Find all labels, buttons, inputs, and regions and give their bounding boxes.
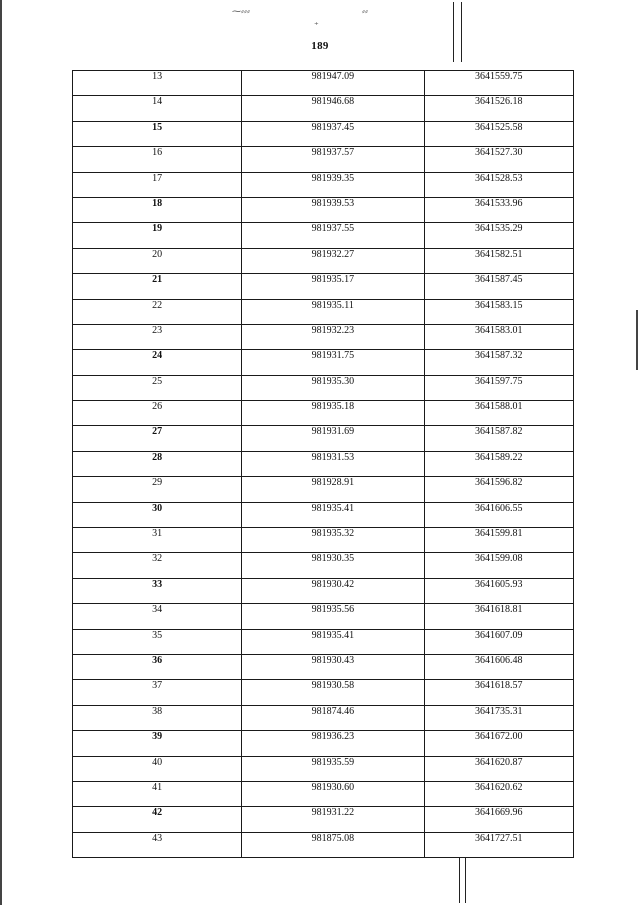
point-id-cell: 28 [73, 451, 242, 476]
point-id-cell: 19 [73, 223, 242, 248]
table-row [73, 248, 574, 273]
page-edge-left [0, 0, 2, 905]
x-coordinate-cell: 981930.58 [242, 680, 424, 705]
x-coordinate-cell: 981935.11 [242, 299, 424, 324]
y-coordinate-cell: 3641527.30 [424, 147, 574, 172]
table-row [73, 96, 574, 121]
table-row [73, 299, 574, 324]
binding-edge-right-top-2 [461, 2, 462, 62]
point-id-cell: 34 [73, 604, 242, 629]
table-row [73, 629, 574, 654]
scan-mark-top: ⁓⸗⸗⸗ [232, 6, 250, 16]
y-coordinate-cell: 3641587.45 [424, 274, 574, 299]
y-coordinate-cell: 3641583.15 [424, 299, 574, 324]
table-row [73, 832, 574, 857]
table-row [73, 121, 574, 146]
x-coordinate-cell: 981939.53 [242, 197, 424, 222]
table-row [73, 807, 574, 832]
point-id-cell: 38 [73, 705, 242, 730]
table-row [73, 451, 574, 476]
point-id-cell: 22 [73, 299, 242, 324]
table-row [73, 731, 574, 756]
binding-edge-right-bottom [459, 858, 460, 903]
point-id-cell: 24 [73, 350, 242, 375]
point-id-cell: 30 [73, 502, 242, 527]
x-coordinate-cell: 981935.41 [242, 502, 424, 527]
y-coordinate-cell: 3641599.81 [424, 528, 574, 553]
binding-edge-right-bottom-2 [465, 858, 466, 903]
scan-mark-top-right: ⸗⸗ [362, 6, 368, 16]
y-coordinate-cell: 3641589.22 [424, 451, 574, 476]
table-row [73, 426, 574, 451]
x-coordinate-cell: 981947.09 [242, 71, 424, 96]
y-coordinate-cell: 3641672.00 [424, 731, 574, 756]
y-coordinate-cell: 3641606.55 [424, 502, 574, 527]
scan-mark-small: ⁺ [314, 20, 319, 30]
table-row [73, 680, 574, 705]
y-coordinate-cell: 3641587.32 [424, 350, 574, 375]
point-id-cell: 17 [73, 172, 242, 197]
x-coordinate-cell: 981935.41 [242, 629, 424, 654]
x-coordinate-cell: 981946.68 [242, 96, 424, 121]
point-id-cell: 21 [73, 274, 242, 299]
y-coordinate-cell: 3641620.87 [424, 756, 574, 781]
point-id-cell: 16 [73, 147, 242, 172]
table-row [73, 401, 574, 426]
table-row [73, 147, 574, 172]
y-coordinate-cell: 3641618.81 [424, 604, 574, 629]
point-id-cell: 29 [73, 477, 242, 502]
x-coordinate-cell: 981931.75 [242, 350, 424, 375]
point-id-cell: 15 [73, 121, 242, 146]
x-coordinate-cell: 981935.59 [242, 756, 424, 781]
y-coordinate-cell: 3641559.75 [424, 71, 574, 96]
table-row [73, 477, 574, 502]
x-coordinate-cell: 981930.42 [242, 578, 424, 603]
x-coordinate-cell: 981935.17 [242, 274, 424, 299]
y-coordinate-cell: 3641607.09 [424, 629, 574, 654]
x-coordinate-cell: 981875.08 [242, 832, 424, 857]
point-id-cell: 27 [73, 426, 242, 451]
point-id-cell: 43 [73, 832, 242, 857]
x-coordinate-cell: 981935.32 [242, 528, 424, 553]
point-id-cell: 35 [73, 629, 242, 654]
table-row [73, 223, 574, 248]
point-id-cell: 33 [73, 578, 242, 603]
table-row [73, 553, 574, 578]
binding-edge-right-top [453, 2, 454, 62]
table-row [73, 502, 574, 527]
x-coordinate-cell: 981932.23 [242, 324, 424, 349]
table-row [73, 350, 574, 375]
y-coordinate-cell: 3641535.29 [424, 223, 574, 248]
y-coordinate-cell: 3641588.01 [424, 401, 574, 426]
x-coordinate-cell: 981874.46 [242, 705, 424, 730]
y-coordinate-cell: 3641605.93 [424, 578, 574, 603]
x-coordinate-cell: 981939.35 [242, 172, 424, 197]
y-coordinate-cell: 3641583.01 [424, 324, 574, 349]
x-coordinate-cell: 981932.27 [242, 248, 424, 273]
table-row [73, 604, 574, 629]
point-id-cell: 31 [73, 528, 242, 553]
point-id-cell: 37 [73, 680, 242, 705]
x-coordinate-cell: 981930.43 [242, 654, 424, 679]
x-coordinate-cell: 981930.35 [242, 553, 424, 578]
x-coordinate-cell: 981931.69 [242, 426, 424, 451]
x-coordinate-cell: 981937.45 [242, 121, 424, 146]
table-row [73, 654, 574, 679]
point-id-cell: 18 [73, 197, 242, 222]
y-coordinate-cell: 3641587.82 [424, 426, 574, 451]
point-id-cell: 40 [73, 756, 242, 781]
y-coordinate-cell: 3641526.18 [424, 96, 574, 121]
y-coordinate-cell: 3641533.96 [424, 197, 574, 222]
x-coordinate-cell: 981931.22 [242, 807, 424, 832]
y-coordinate-cell: 3641596.82 [424, 477, 574, 502]
table-row [73, 71, 574, 96]
page-number: 189 [311, 40, 329, 52]
y-coordinate-cell: 3641618.57 [424, 680, 574, 705]
y-coordinate-cell: 3641582.51 [424, 248, 574, 273]
table-row [73, 578, 574, 603]
y-coordinate-cell: 3641528.53 [424, 172, 574, 197]
x-coordinate-cell: 981937.55 [242, 223, 424, 248]
x-coordinate-cell: 981937.57 [242, 147, 424, 172]
x-coordinate-cell: 981928.91 [242, 477, 424, 502]
y-coordinate-cell: 3641599.08 [424, 553, 574, 578]
table-row [73, 756, 574, 781]
y-coordinate-cell: 3641735.31 [424, 705, 574, 730]
point-id-cell: 23 [73, 324, 242, 349]
coordinates-table [72, 70, 574, 858]
x-coordinate-cell: 981930.60 [242, 781, 424, 806]
table-row [73, 528, 574, 553]
x-coordinate-cell: 981931.53 [242, 451, 424, 476]
x-coordinate-cell: 981935.30 [242, 375, 424, 400]
y-coordinate-cell: 3641606.48 [424, 654, 574, 679]
x-coordinate-cell: 981936.23 [242, 731, 424, 756]
point-id-cell: 36 [73, 654, 242, 679]
point-id-cell: 14 [73, 96, 242, 121]
point-id-cell: 42 [73, 807, 242, 832]
y-coordinate-cell: 3641597.75 [424, 375, 574, 400]
table-row [73, 375, 574, 400]
x-coordinate-cell: 981935.18 [242, 401, 424, 426]
y-coordinate-cell: 3641669.96 [424, 807, 574, 832]
point-id-cell: 41 [73, 781, 242, 806]
x-coordinate-cell: 981935.56 [242, 604, 424, 629]
table-row [73, 324, 574, 349]
table-row [73, 705, 574, 730]
y-coordinate-cell: 3641525.58 [424, 121, 574, 146]
point-id-cell: 26 [73, 401, 242, 426]
table-row [73, 274, 574, 299]
point-id-cell: 20 [73, 248, 242, 273]
point-id-cell: 25 [73, 375, 242, 400]
y-coordinate-cell: 3641727.51 [424, 832, 574, 857]
table-row [73, 781, 574, 806]
point-id-cell: 32 [73, 553, 242, 578]
point-id-cell: 13 [73, 71, 242, 96]
page-edge-right [636, 310, 638, 370]
table-row [73, 197, 574, 222]
y-coordinate-cell: 3641620.62 [424, 781, 574, 806]
point-id-cell: 39 [73, 731, 242, 756]
table-row [73, 172, 574, 197]
